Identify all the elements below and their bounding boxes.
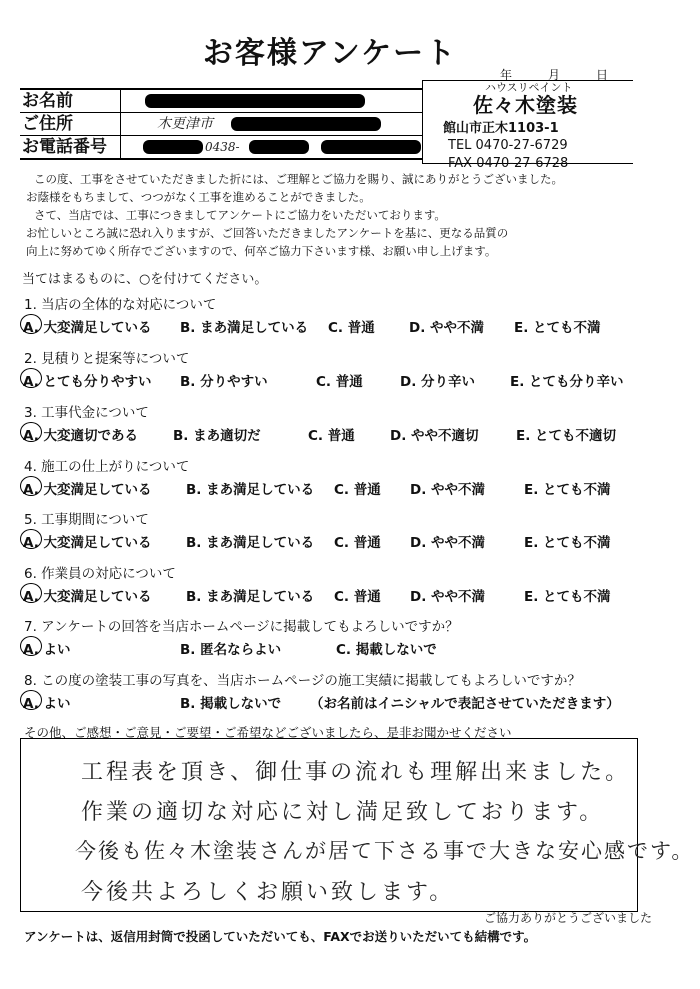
q6-option-e[interactable]: E. とても不満 bbox=[524, 589, 611, 605]
name-redaction bbox=[145, 94, 365, 108]
intro-line: 向上に努めてゆく所存でございますので、何卒ご協力下さいます様、お願い申し上げます。 bbox=[26, 244, 497, 258]
selected-circle-icon bbox=[20, 368, 42, 388]
q2-option-a[interactable]: A. とても分りやすい bbox=[23, 370, 152, 390]
q2-option-b[interactable]: B. 分りやすい bbox=[180, 374, 268, 390]
q5-option-d[interactable]: D. やや不満 bbox=[410, 535, 486, 551]
q4-option-a[interactable]: A. 大変満足している bbox=[23, 478, 152, 498]
question-7-title: 7. アンケートの回答を当店ホームページに掲載してもよろしいですか？ bbox=[24, 619, 459, 635]
instruction-text: 当てはまるものに、○を付けてください。 bbox=[22, 272, 268, 287]
q6-option-a[interactable]: A. 大変満足している bbox=[23, 585, 152, 605]
q4-option-b[interactable]: B. まあ満足している bbox=[186, 482, 315, 498]
intro-line: お忙しいところ誠に恐れ入りますが、ご回答いただきましたアンケートを基に、更なる品質の bbox=[26, 226, 509, 240]
q1-option-a[interactable]: A. 大変満足している bbox=[23, 316, 152, 336]
address-field[interactable] bbox=[121, 113, 422, 135]
name-row bbox=[20, 90, 422, 113]
q5-option-c[interactable]: C. 普通 bbox=[334, 535, 381, 551]
q6-option-b[interactable]: B. まあ満足している bbox=[186, 589, 315, 605]
comment-line-3: 今後も佐々木塗装さんが居て下さる事で大きな安心感です。 bbox=[75, 839, 695, 863]
company-tel: TEL 0470-27-6729 bbox=[448, 138, 568, 153]
date-month-label: 月 bbox=[548, 68, 561, 82]
selected-circle-icon bbox=[20, 690, 42, 710]
q8-note: （お名前はイニシャルで表記させていただきます） bbox=[310, 696, 620, 712]
q6-option-d[interactable]: D. やや不満 bbox=[410, 589, 486, 605]
q1-option-b[interactable]: B. まあ満足している bbox=[180, 320, 309, 336]
q2-option-d[interactable]: D. 分り辛い bbox=[400, 374, 476, 390]
q4-option-e[interactable]: E. とても不満 bbox=[524, 482, 611, 498]
selected-circle-icon bbox=[20, 636, 42, 656]
q3-option-d[interactable]: D. やや不適切 bbox=[390, 428, 479, 444]
intro-line: この度、工事をさせていただきました折には、ご理解とご協力を賜り、誠にありがとうございました。 bbox=[34, 172, 563, 186]
selected-circle-icon bbox=[20, 314, 42, 334]
address-label: ご住所 bbox=[20, 113, 121, 135]
q5-option-b[interactable]: B. まあ満足している bbox=[186, 535, 315, 551]
q5-option-a[interactable]: A. 大変満足している bbox=[23, 531, 152, 551]
selected-circle-icon bbox=[20, 583, 42, 603]
date-year-label: 年 bbox=[500, 68, 513, 82]
comments-label: その他、ご感想・ご意見・ご要望・ご希望などございましたら、是非お聞かせください bbox=[24, 725, 512, 740]
phone-redaction-3 bbox=[321, 140, 421, 154]
date-day-label: 日 bbox=[596, 68, 609, 82]
selected-circle-icon bbox=[20, 529, 42, 549]
address-value: 木更津市 bbox=[157, 116, 213, 132]
question-6-title: 6. 作業員の対応について bbox=[24, 566, 176, 582]
comment-box[interactable] bbox=[20, 738, 695, 912]
question-2-title: 2. 見積りと提案等について bbox=[24, 351, 190, 367]
phone-redaction-2 bbox=[249, 140, 309, 154]
name-label: お名前 bbox=[20, 90, 121, 112]
q8-option-a[interactable]: A. よい bbox=[23, 692, 71, 712]
q3-option-e[interactable]: E. とても不適切 bbox=[516, 428, 617, 444]
thanks-text: ご協力ありがとうございました bbox=[483, 911, 652, 925]
q3-option-b[interactable]: B. まあ適切だ bbox=[173, 428, 261, 444]
question-3-title: 3. 工事代金について bbox=[24, 405, 149, 421]
comment-line-4: 今後共よろしくお願い致します。 bbox=[81, 880, 455, 905]
q6-option-c[interactable]: C. 普通 bbox=[334, 589, 381, 605]
selected-circle-icon bbox=[20, 422, 42, 442]
q4-option-c[interactable]: C. 普通 bbox=[334, 482, 381, 498]
company-subtitle: ハウスリペイント bbox=[485, 81, 573, 94]
q3-option-a[interactable]: A. 大変適切である bbox=[23, 424, 138, 444]
address-row bbox=[20, 113, 422, 136]
phone-value: 0438- bbox=[205, 140, 240, 154]
question-4-title: 4. 施工の仕上がりについて bbox=[24, 459, 190, 475]
q3-option-c[interactable]: C. 普通 bbox=[308, 428, 355, 444]
q2-option-e[interactable]: E. とても分り辛い bbox=[510, 374, 624, 390]
q8-option-b[interactable]: B. 掲載しないで bbox=[180, 696, 282, 712]
phone-label: お電話番号 bbox=[20, 136, 121, 158]
q4-option-d[interactable]: D. やや不満 bbox=[410, 482, 486, 498]
q7-option-c[interactable]: C. 掲載しないで bbox=[336, 642, 437, 658]
company-name: 佐々木塗装 bbox=[473, 93, 578, 117]
phone-field[interactable] bbox=[121, 136, 422, 158]
q1-option-e[interactable]: E. とても不満 bbox=[514, 320, 601, 336]
intro-line: お蔭様をもちまして、つつがなく工事を進めることができました。 bbox=[26, 190, 371, 204]
intro-text bbox=[26, 170, 563, 260]
footer-note: アンケートは、返信用封筒で投函していただいても、FAXでお送りいただいても結構です。 bbox=[24, 929, 537, 944]
question-5-title: 5. 工事期間について bbox=[24, 512, 149, 528]
q7-option-b[interactable]: B. 匿名ならよい bbox=[180, 642, 282, 658]
name-field[interactable] bbox=[121, 90, 422, 112]
comment-line-1: 工程表を頂き、御仕事の流れも理解出来ました。 bbox=[81, 760, 631, 785]
intro-line: さて、当店では、工事につきましてアンケートにご協力をいただいております。 bbox=[34, 208, 446, 222]
q1-option-c[interactable]: C. 普通 bbox=[328, 320, 375, 336]
q1-option-d[interactable]: D. やや不満 bbox=[409, 320, 485, 336]
q5-option-e[interactable]: E. とても不満 bbox=[524, 535, 611, 551]
phone-row bbox=[20, 136, 422, 160]
customer-info-table bbox=[20, 88, 422, 160]
comment-line-2: 作業の適切な対応に対し満足致しております。 bbox=[81, 800, 605, 825]
phone-redaction-1 bbox=[143, 140, 203, 154]
selected-circle-icon bbox=[20, 476, 42, 496]
q7-option-a[interactable]: A. よい bbox=[23, 638, 71, 658]
company-address: 館山市正木1103-1 bbox=[443, 121, 559, 136]
company-fax: FAX 0470-27-6728 bbox=[448, 156, 569, 171]
q2-option-c[interactable]: C. 普通 bbox=[316, 374, 363, 390]
page-title: お客様アンケート bbox=[202, 36, 458, 71]
question-8-title: 8. この度の塗装工事の写真を、当店ホームページの施工実績に掲載してもよろしいですか？ bbox=[24, 673, 581, 689]
address-redaction bbox=[231, 117, 381, 131]
question-1-title: 1. 当店の全体的な対応について bbox=[24, 297, 217, 313]
